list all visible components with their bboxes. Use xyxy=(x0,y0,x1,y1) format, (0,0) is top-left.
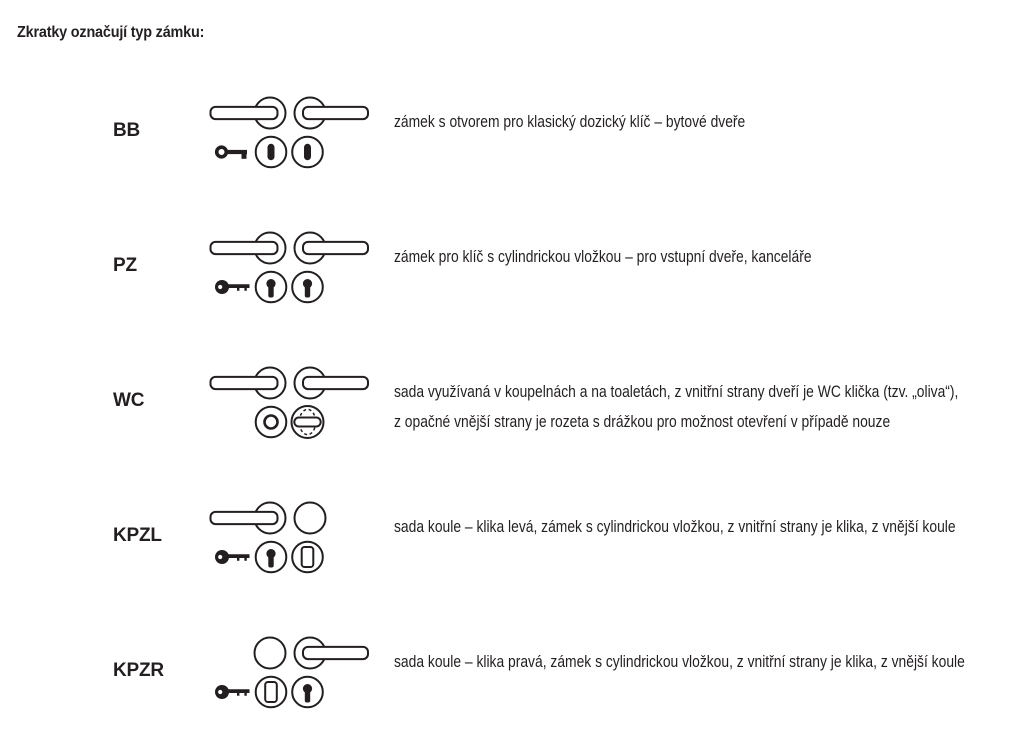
cylinder-rosette-icon xyxy=(292,677,323,708)
description-line: zámek pro klíč s cylindrickou vložkou – pro vstupní dveře, kanceláře xyxy=(394,248,812,266)
lock-type-row-bb xyxy=(0,94,1011,172)
lever-handle-right-icon xyxy=(295,638,369,669)
lock-description-wc xyxy=(394,377,958,437)
lever-handle-left-icon xyxy=(211,368,286,399)
blind-rosette-icon xyxy=(292,542,323,573)
page-title: Zkratky označují typ zámku: xyxy=(17,24,205,41)
lock-code-pz: PZ xyxy=(113,255,137,276)
lock-type-row-kpzl xyxy=(0,499,1011,577)
lock-code-bb: BB xyxy=(113,120,141,141)
lock-type-row-kpzr xyxy=(0,634,1011,712)
lock-description-kpzl xyxy=(394,512,956,542)
cylinder-key-icon xyxy=(215,685,250,699)
door-hardware-diagram-kpzr xyxy=(203,634,375,712)
cylinder-key-icon xyxy=(215,280,250,294)
description-line: zámek s otvorem pro klasický dozický klíč – bytové dveře xyxy=(394,113,746,131)
lock-code-wc: WC xyxy=(113,390,145,411)
cylinder-rosette-icon xyxy=(256,272,287,303)
lock-code-kpzr: KPZR xyxy=(113,660,164,681)
lever-handle-left-icon xyxy=(211,233,286,264)
description-line: sada koule – klika levá, zámek s cylindrickou vložkou, z vnitřní strany je klika, z vnější koule xyxy=(394,518,956,536)
door-hardware-diagram-wc xyxy=(203,364,375,442)
door-knob-icon xyxy=(255,638,286,669)
lever-handle-left-icon xyxy=(211,503,286,534)
lock-code-kpzl: KPZL xyxy=(113,525,162,546)
lever-handle-left-icon xyxy=(211,98,286,129)
classic-bit-key-icon xyxy=(217,147,247,159)
bit-key-rosette-icon xyxy=(256,137,287,168)
wc-thumbturn-rosette-icon xyxy=(292,406,324,438)
blind-rosette-icon xyxy=(256,677,287,708)
door-knob-icon xyxy=(295,503,326,534)
lever-handle-right-icon xyxy=(295,233,369,264)
description-line: sada využívaná v koupelnách a na toaletách, z vnitřní strany dveří je WC klička (tzv. „oliva“), xyxy=(394,383,959,401)
door-hardware-diagram-pz xyxy=(203,229,375,307)
cylinder-key-icon xyxy=(215,550,250,564)
lock-description-bb xyxy=(394,107,745,137)
lock-description-kpzr xyxy=(394,647,965,677)
lock-type-row-pz xyxy=(0,229,1011,307)
emergency-slot-rosette-icon xyxy=(256,407,287,438)
lever-handle-right-icon xyxy=(295,98,369,129)
lock-description-pz xyxy=(394,242,812,272)
description-line: sada koule – klika pravá, zámek s cylindrickou vložkou, z vnitřní strany je klika, z vnější koule xyxy=(394,653,965,671)
cylinder-rosette-icon xyxy=(292,272,323,303)
lever-handle-right-icon xyxy=(295,368,369,399)
lock-type-row-wc xyxy=(0,364,1011,442)
bit-key-rosette-icon xyxy=(292,137,323,168)
description-line: z opačné vnější strany je rozeta s drážkou pro možnost otevření v případě nouze xyxy=(394,413,891,431)
door-hardware-diagram-kpzl xyxy=(203,499,375,577)
cylinder-rosette-icon xyxy=(256,542,287,573)
door-hardware-diagram-bb xyxy=(203,94,375,172)
